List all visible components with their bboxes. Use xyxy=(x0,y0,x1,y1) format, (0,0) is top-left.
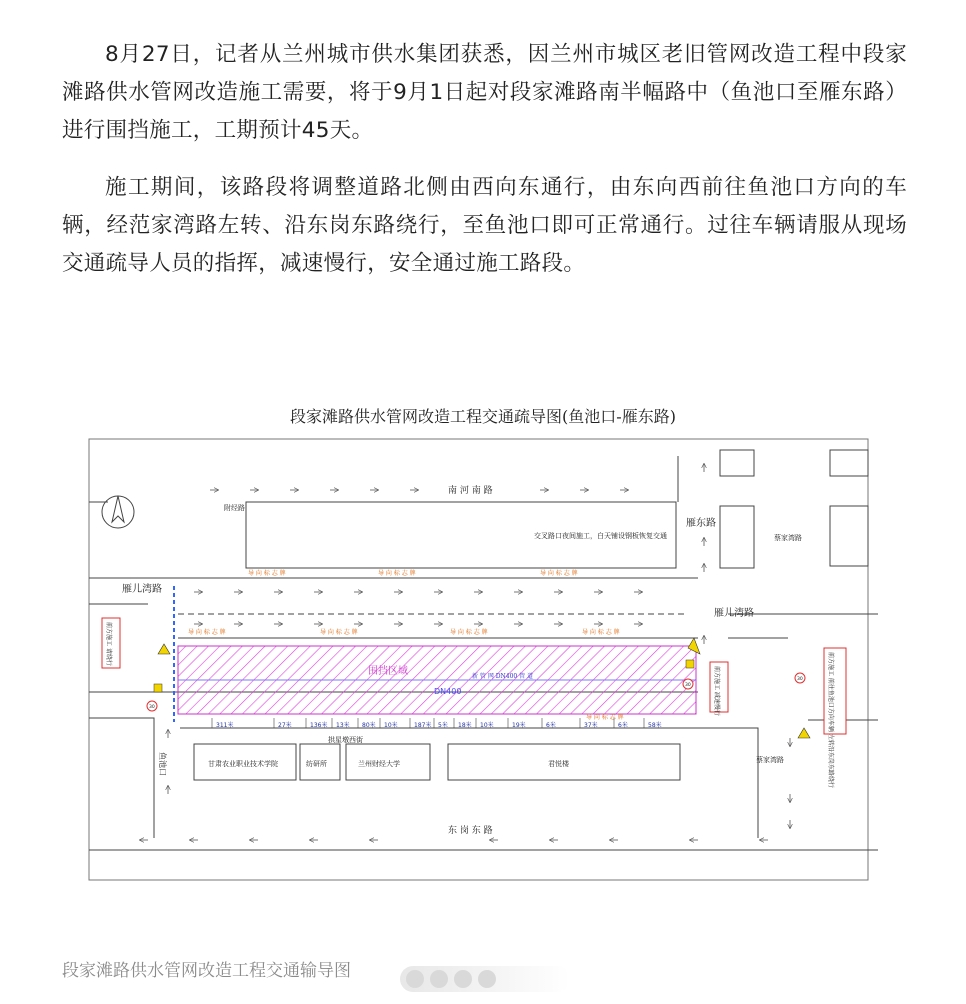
label-pipe: DN400 xyxy=(434,687,462,696)
speed-sign-3: 30 xyxy=(797,677,803,682)
lane-mark-6: 导 向 标 志 牌 xyxy=(450,629,488,636)
distance-label: 27米 xyxy=(278,722,292,729)
sign-detour: 前方施工 前往鱼池口方向车辆 左转沿东岗东路绕行 xyxy=(827,652,834,788)
label-pipe-desc: 新 管 网 DN400 管 道 xyxy=(472,673,534,680)
distance-label: 5米 xyxy=(438,722,448,729)
label-yanerwan-road-right: 雁儿湾路 xyxy=(714,608,754,619)
figure-title: 段家滩路供水管网改造工程交通疏导图(鱼池口-雁东路) xyxy=(290,407,676,426)
traffic-map xyxy=(88,438,878,882)
label-fujing-road: 附经路 xyxy=(224,504,245,512)
distance-label: 6米 xyxy=(618,722,628,729)
label-university: 兰州财经大学 xyxy=(358,760,400,768)
figure-caption: 段家滩路供水管网改造工程交通输导图 xyxy=(62,961,351,981)
lane-mark-5: 导 向 标 志 牌 xyxy=(320,629,358,636)
distance-label: 37米 xyxy=(584,722,598,729)
label-yandong-road: 雁东路 xyxy=(686,518,716,529)
sign-slow: 前方施工 减速慢行 xyxy=(713,666,720,716)
label-school: 甘肃农业职业技术学院 xyxy=(208,760,278,768)
distance-label: 80米 xyxy=(362,722,376,729)
label-enclosure-zone: 围挡区域 xyxy=(368,666,408,677)
label-caijiawan-road-top: 蔡家湾路 xyxy=(774,534,802,542)
lane-mark-4: 导 向 标 志 牌 xyxy=(188,629,226,636)
label-south-river-road: 南 河 南 路 xyxy=(448,486,493,496)
distance-label: 18米 xyxy=(458,722,472,729)
distance-label: 10米 xyxy=(480,722,494,729)
watermark xyxy=(400,966,570,992)
distance-label: 13米 xyxy=(336,722,350,729)
lane-mark-2: 导 向 标 志 牌 xyxy=(378,570,416,577)
sign-front-work: 前方施工 请绕行 xyxy=(105,622,112,666)
lane-mark-8: 导 向 标 志 牌 xyxy=(586,714,624,721)
label-intersection-note: 交叉路口夜间施工，白天铺设钢板恢复交通 xyxy=(534,532,667,540)
label-west-street: 拱星墩西街 xyxy=(328,736,363,744)
lane-mark-3: 导 向 标 志 牌 xyxy=(540,570,578,577)
label-caijiawan-road-bottom: 蔡家湾路 xyxy=(756,756,784,764)
distance-label: 311米 xyxy=(216,722,234,729)
distance-label: 187米 xyxy=(414,722,432,729)
article-body xyxy=(62,36,907,302)
distance-label: 58米 xyxy=(648,722,662,729)
distance-label: 19米 xyxy=(512,722,526,729)
label-yuchikou: 鱼池口 xyxy=(158,752,167,776)
distance-label: 136米 xyxy=(310,722,328,729)
speed-sign-2: 30 xyxy=(685,683,691,688)
speed-sign-1: 30 xyxy=(149,705,155,710)
lane-mark-7: 导 向 标 志 牌 xyxy=(582,629,620,636)
distance-label: 10米 xyxy=(384,722,398,729)
label-junyue: 君悦楼 xyxy=(548,760,569,768)
lane-mark-1: 导 向 标 志 牌 xyxy=(248,570,286,577)
article-paragraph-2: 施工期间，该路段将调整道路北侧由西向东通行，由东向西前往鱼池口方向的车辆，经范家湾路左转、沿东岗东路绕行，至鱼池口即可正常通行。过往车辆请服从现场交通疏导人员的指挥，减速慢行，安全通过施工路段。 xyxy=(62,175,907,276)
label-east-gang-road: 东 岗 东 路 xyxy=(448,826,493,836)
distance-label: 6米 xyxy=(546,722,556,729)
label-institute: 纺研所 xyxy=(306,760,327,768)
article-paragraph-1: 8月27日，记者从兰州城市供水集团获悉，因兰州市城区老旧管网改造工程中段家滩路供水管网改造施工需要，将于9月1日起对段家滩路南半幅路中（鱼池口至雁东路）进行围挡施工，工期预计45天。 xyxy=(62,42,907,143)
label-yanerwan-road-left: 雁儿湾路 xyxy=(122,584,162,595)
traffic-map-figure xyxy=(88,398,878,888)
